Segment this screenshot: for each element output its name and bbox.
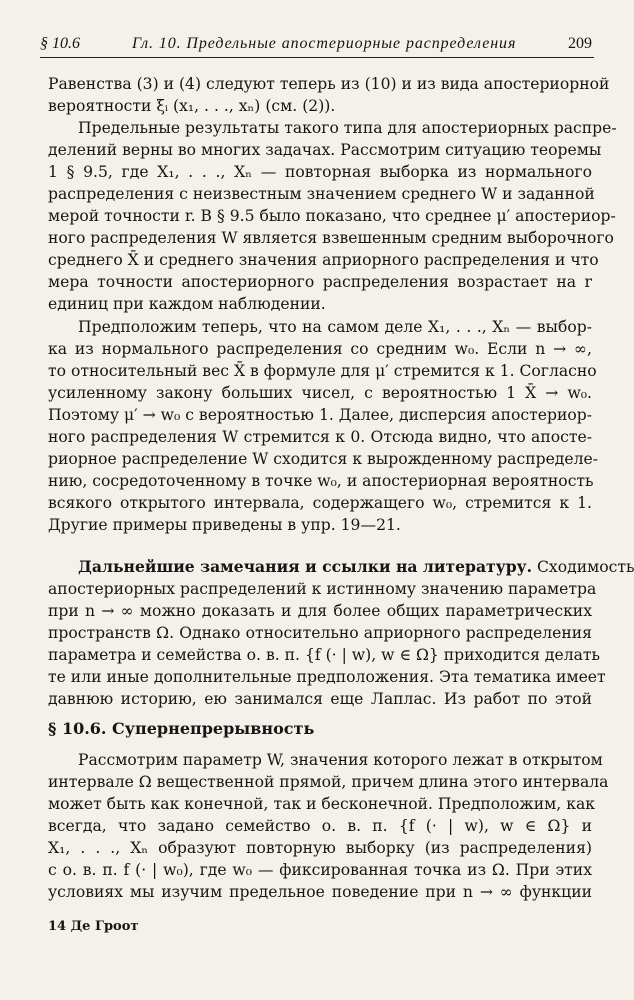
text-line: мера точности апостериорного распределения возрастает на r <box>48 273 592 291</box>
text-line: всякого открытого интервала, содержащего w₀, стремится к 1. <box>48 494 592 512</box>
text-line: ного распределения W стремится к 0. Отсюда видно, что апосте- <box>48 428 592 446</box>
signature-mark: 14 Де Гроот <box>48 919 139 934</box>
text-line: Рассмотрим параметр W, значения которого лежат в открытом <box>78 751 603 769</box>
text-line: то относительный вес X̄ в формуле для μ′ стремится к 1. Согласно <box>48 362 597 380</box>
text-fragment: Сходимость <box>537 558 634 576</box>
section-heading: § 10.6. Супернепрерывность <box>48 719 315 738</box>
text-line: условиях мы изучим предельное поведение при n → ∞ функции <box>48 883 592 901</box>
text-line: апостериорных распределений к истинному значению параметра <box>48 580 597 598</box>
text-line: усиленному закону больших чисел, с вероятностью 1 X̄ → w₀. <box>48 384 592 402</box>
text-line: интервале Ω вещественной прямой, причем длина этого интервала <box>48 773 609 791</box>
text-line: среднего X̄ и среднего значения априорного распределения и что <box>48 251 599 269</box>
text-line: с о. в. п. f (· | w₀), где w₀ — фиксированная точка из Ω. При этих <box>48 861 592 879</box>
paragraph-lead: Дальнейшие замечания и ссылки на литературу. <box>78 557 533 576</box>
text-line: пространств Ω. Однако относительно априорного распределения <box>48 624 592 642</box>
text-line: может быть как конечной, так и бесконечной. Предположим, как <box>48 795 595 813</box>
text-line: делений верны во многих задачах. Рассмотрим ситуацию теоремы <box>48 141 602 159</box>
text-line: 1 § 9.5, где X₁, . . ., Xₙ — повторная выборка из нормального <box>48 163 592 181</box>
text-line: ного распределения W является взвешенным средним выборочного <box>48 229 614 247</box>
text-line: те или иные дополнительные предположения. Эта тематика имеет <box>48 668 606 686</box>
text-line <box>78 556 634 578</box>
page-number: 209 <box>568 35 592 52</box>
text-line: риорное распределение W сходится к вырожденному распределе- <box>48 450 599 468</box>
text-line: ка из нормального распределения со средним w₀. Если n → ∞, <box>48 340 592 358</box>
header-chapter-title: Гл. 10. Предельные апостериорные распределения <box>132 35 517 52</box>
text-line: Другие примеры приведены в упр. 19—21. <box>48 516 401 534</box>
text-line: Равенства (3) и (4) следуют теперь из (10) и из вида апостериорной <box>48 75 610 93</box>
text-line: Предельные результаты такого типа для апостериорных распре- <box>78 119 617 137</box>
running-header <box>40 33 594 58</box>
text-line: распределения с неизвестным значением среднего W и заданной <box>48 185 595 203</box>
text-line: X₁, . . ., Xₙ образуют повторную выборку (из распределения) <box>48 839 592 857</box>
text-line: при n → ∞ можно доказать и для более общих параметрических <box>48 602 592 620</box>
text-line: единиц при каждом наблюдении. <box>48 295 326 313</box>
text-line: параметра и семейства о. в. п. {f (· | w), w ∈ Ω} приходится делать <box>48 646 601 664</box>
text-line: вероятности ξᵢ (x₁, . . ., xₙ) (см. (2)). <box>48 97 336 115</box>
text-line: Предположим теперь, что на самом деле X₁, . . ., Xₙ — выбор- <box>78 318 592 336</box>
text-line: мерой точности r. В § 9.5 было показано, что среднее μ′ апостериор- <box>48 207 616 225</box>
text-line: нию, сосредоточенному в точке w₀, и апостериорная вероятность <box>48 472 594 490</box>
text-line: Поэтому μ′ → w₀ с вероятностью 1. Далее, дисперсия апостериор- <box>48 406 592 424</box>
header-section: § 10.6 <box>40 35 80 52</box>
text-line: всегда, что задано семейство о. в. п. {f (· | w), w ∈ Ω} и <box>48 817 592 835</box>
text-line: давнюю историю, ею занимался еще Лаплас. Из работ по этой <box>48 690 592 708</box>
